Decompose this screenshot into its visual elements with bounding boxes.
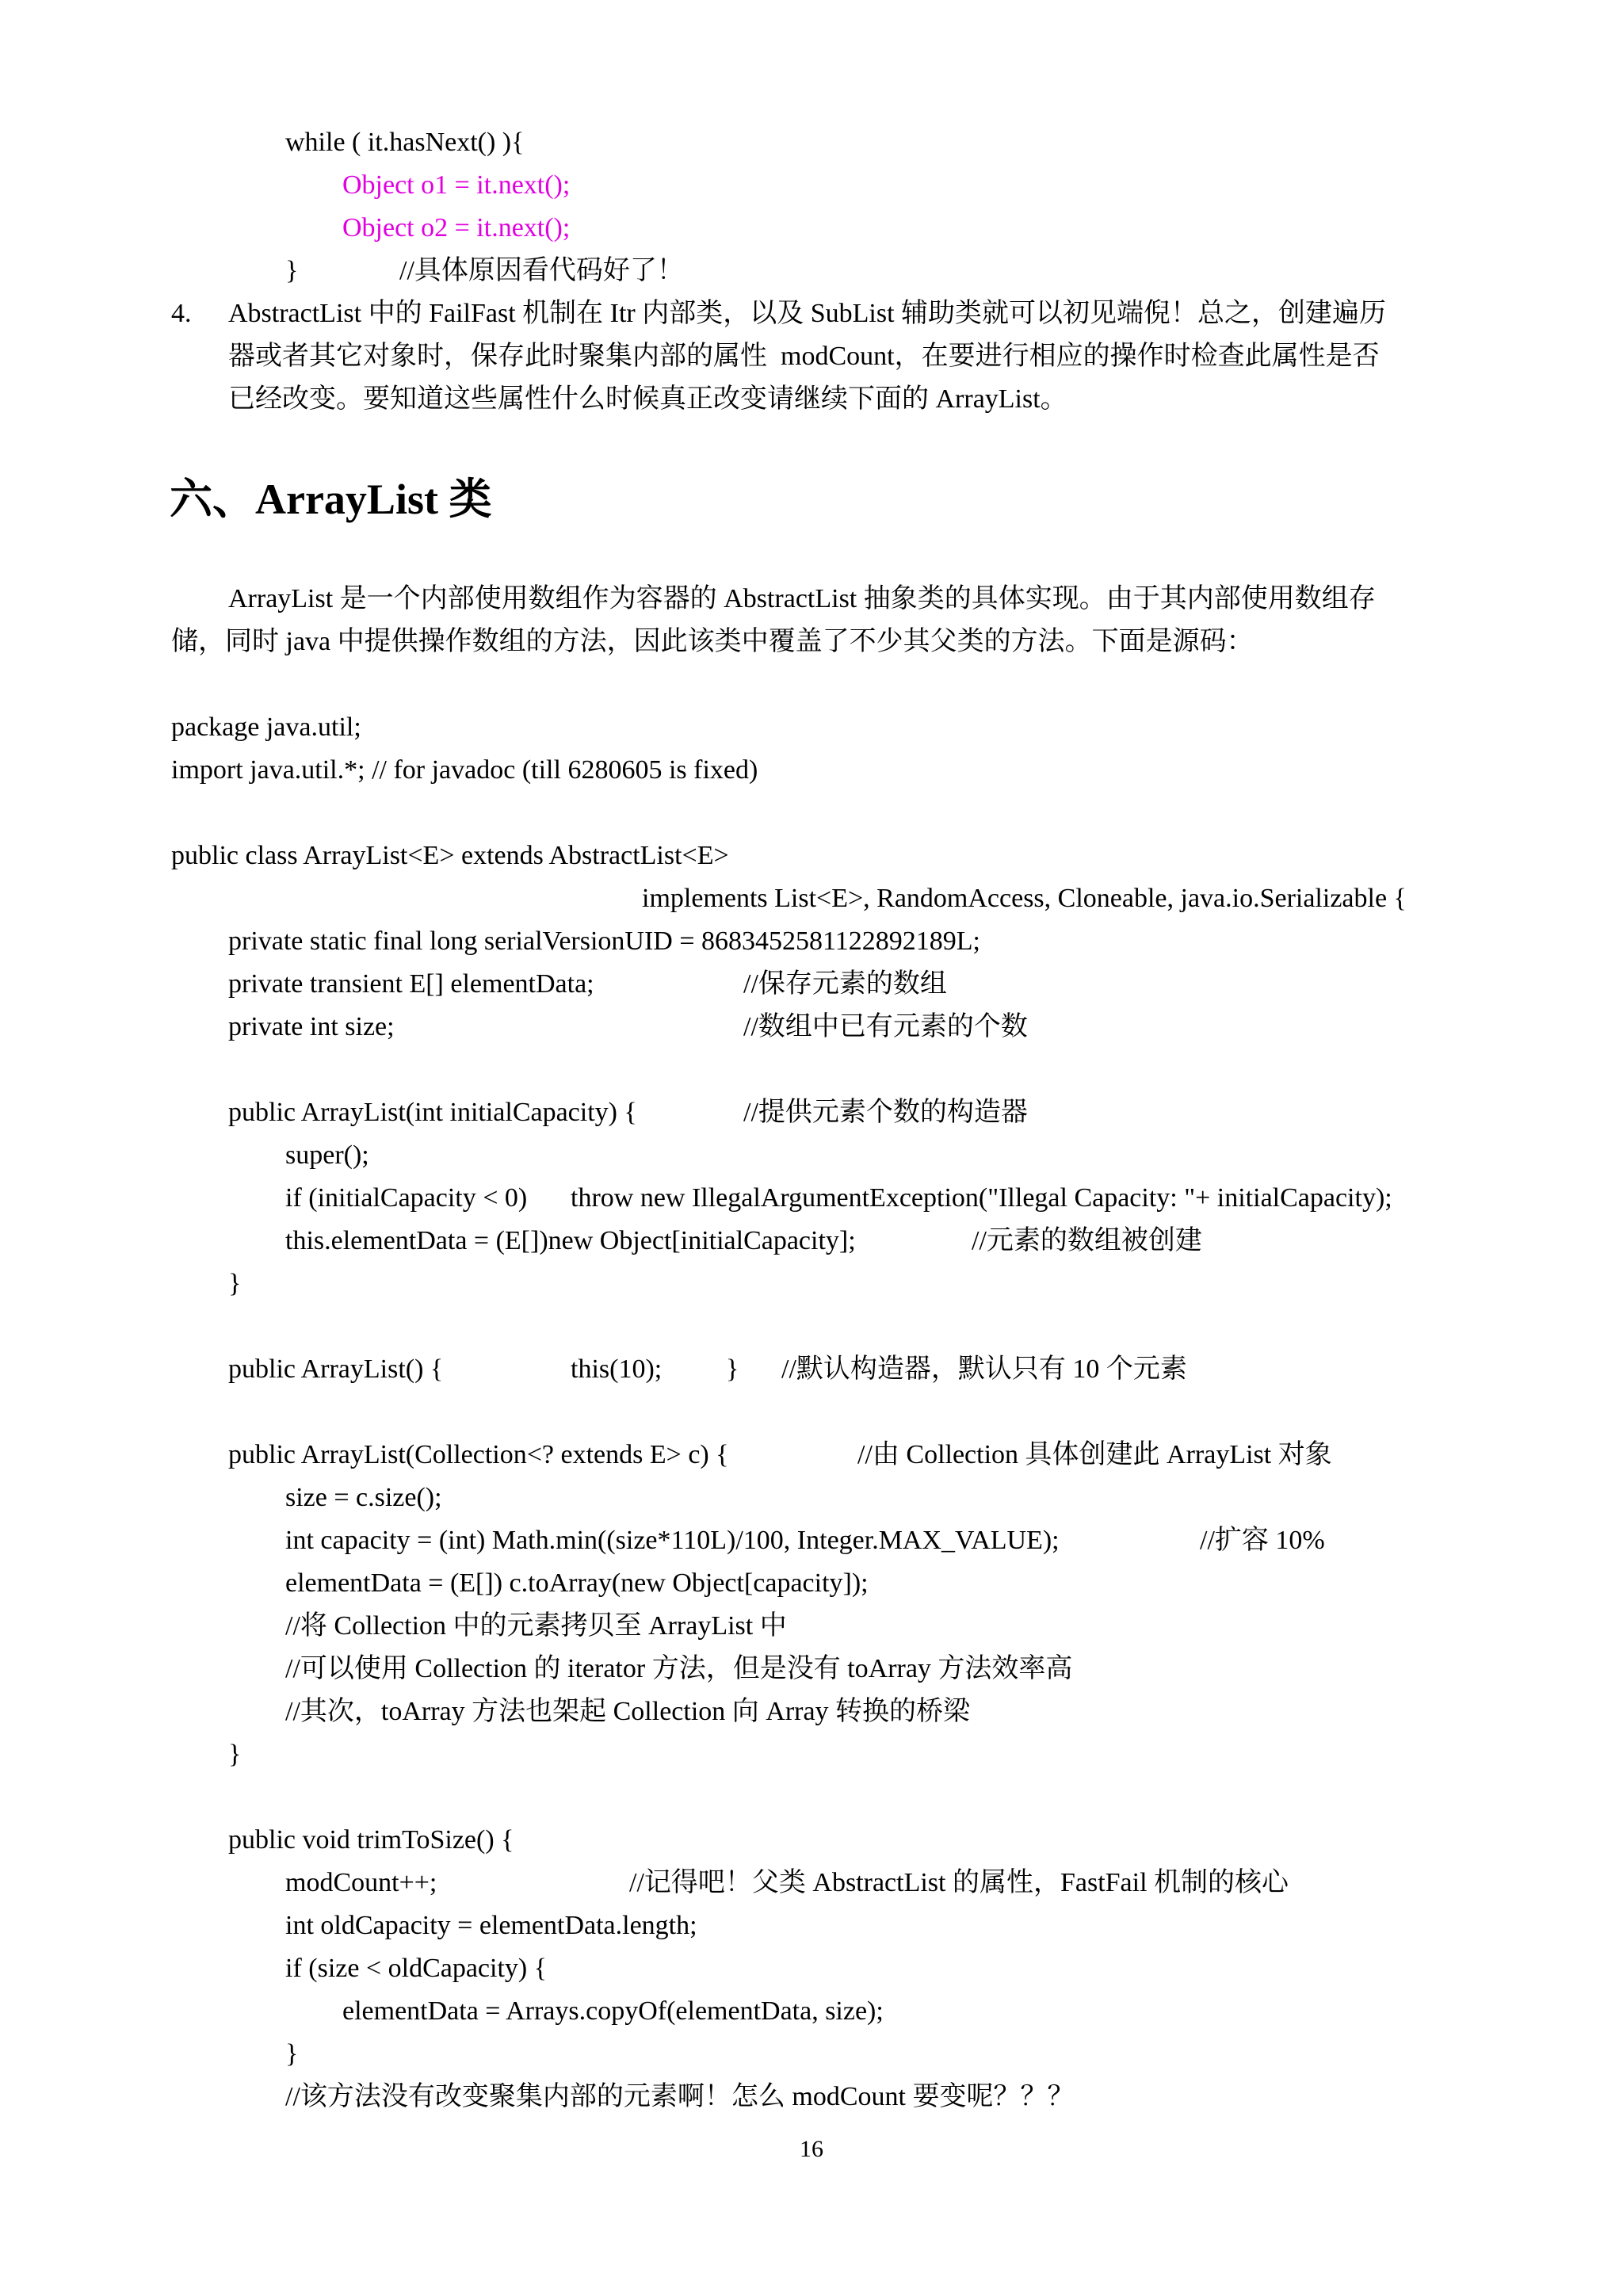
intro-line-2: 储，同时 java 中提供操作数组的方法，因此该类中覆盖了不少其父类的方法。下面是源码：: [171, 627, 1254, 656]
code-serial-version-line: private static final long serialVersionUID = 8683452581122892189L;: [228, 926, 980, 956]
code-mod-count-comment: //记得吧！父类 AbstractList 的属性，FastFail 机制的核心: [629, 1868, 1289, 1897]
code-element-data-new-comment: //元素的数组被创建: [972, 1226, 1202, 1255]
code-mod-count-increment: modCount++;: [285, 1868, 437, 1897]
item4-line-1: AbstractList 中的 FailFast 机制在 Itr 内部类，以及 SubList 辅助类就可以初见端倪！总之，创建遍历: [228, 299, 1387, 328]
section-heading: 六、ArrayList 类: [170, 476, 492, 523]
code-constructor-capacity-comment: //提供元素个数的构造器: [743, 1098, 1028, 1127]
code-default-constructor: public ArrayList() {: [228, 1354, 444, 1384]
code-copy-of-line: elementData = Arrays.copyOf(elementData, size);: [342, 1996, 884, 2026]
code-element-data-field: private transient E[] elementData;: [228, 969, 594, 999]
code-default-constructor-comment: //默认构造器，默认只有 10 个元素: [781, 1354, 1187, 1384]
code-collection-constructor-comment: //由 Collection 具体创建此 ArrayList 对象: [857, 1440, 1332, 1469]
code-object-o2-line: Object o2 = it.next();: [342, 213, 571, 243]
code-last-comment: //该方法没有改变聚集内部的元素啊！怎么 modCount 要变呢？？？: [285, 2082, 1075, 2111]
code-import-line: import java.util.*; // for javadoc (till 6280605 is fixed): [171, 755, 758, 785]
code-default-constructor-body: this(10);: [571, 1354, 663, 1384]
code-old-capacity-line: int oldCapacity = elementData.length;: [285, 1911, 697, 1940]
code-trim-to-size-declaration: public void trimToSize() {: [228, 1825, 514, 1855]
code-element-data-new: this.elementData = (E[])new Object[initialCapacity];: [285, 1226, 856, 1255]
code-reason-comment: //具体原因看代码好了！: [399, 256, 684, 285]
item4-line-3: 已经改变。要知道这些属性什么时候真正改变请继续下面的 ArrayList。: [228, 384, 1067, 414]
page-number: 16: [800, 2136, 823, 2162]
code-capacity-line: int capacity = (int) Math.min((size*110L)/100, Integer.MAX_VALUE);: [285, 1526, 1060, 1555]
code-comment-copy: //将 Collection 中的元素拷贝至 ArrayList 中: [285, 1611, 787, 1641]
code-size-field: private int size;: [228, 1012, 395, 1041]
code-super-call: super();: [285, 1140, 369, 1170]
code-comment-bridge: //其次，toArray 方法也架起 Collection 向 Array 转换的桥梁: [285, 1697, 971, 1726]
code-size-comment: //数组中已有元素的个数: [743, 1012, 1028, 1041]
code-throw-statement: throw new IllegalArgumentException("Illegal Capacity: "+ initialCapacity);: [571, 1183, 1392, 1213]
code-default-constructor-close: }: [726, 1354, 739, 1384]
code-class-declaration: public class ArrayList<E> extends AbstractList<E>: [171, 841, 729, 870]
code-element-data-comment: //保存元素的数组: [743, 969, 947, 999]
code-constructor-capacity: public ArrayList(int initialCapacity) {: [228, 1098, 637, 1127]
code-collection-constructor: public ArrayList(Collection<? extends E> c) {: [228, 1440, 729, 1469]
code-while-line: while ( it.hasNext() ){: [285, 128, 525, 157]
code-close-brace: }: [285, 256, 299, 285]
code-comment-iterator: //可以使用 Collection 的 iterator 方法，但是没有 toArray 方法效率高: [285, 1654, 1073, 1683]
list-item-number: 4.: [171, 299, 192, 328]
code-close-brace: }: [228, 1740, 242, 1769]
code-object-o1-line: Object o1 = it.next();: [342, 170, 571, 200]
intro-line-1: ArrayList 是一个内部使用数组作为容器的 AbstractList 抽象类的具体实现。由于其内部使用数组存: [228, 584, 1376, 613]
code-close-brace: }: [228, 1269, 242, 1298]
code-package-line: package java.util;: [171, 712, 361, 742]
item4-line-2: 器或者其它对象时，保存此时聚集内部的属性 modCount，在要进行相应的操作时检查此属性是否: [228, 342, 1380, 371]
code-close-brace: }: [285, 2039, 299, 2069]
code-to-array-line: elementData = (E[]) c.toArray(new Object[capacity]);: [285, 1568, 869, 1598]
code-if-size-line: if (size < oldCapacity) {: [285, 1954, 548, 1983]
code-if-capacity-check: if (initialCapacity < 0): [285, 1183, 528, 1213]
code-capacity-comment: //扩容 10%: [1200, 1526, 1325, 1555]
code-size-assign: size = c.size();: [285, 1483, 442, 1512]
code-implements-line: implements List<E>, RandomAccess, Cloneable, java.io.Serializable {: [642, 884, 1407, 913]
